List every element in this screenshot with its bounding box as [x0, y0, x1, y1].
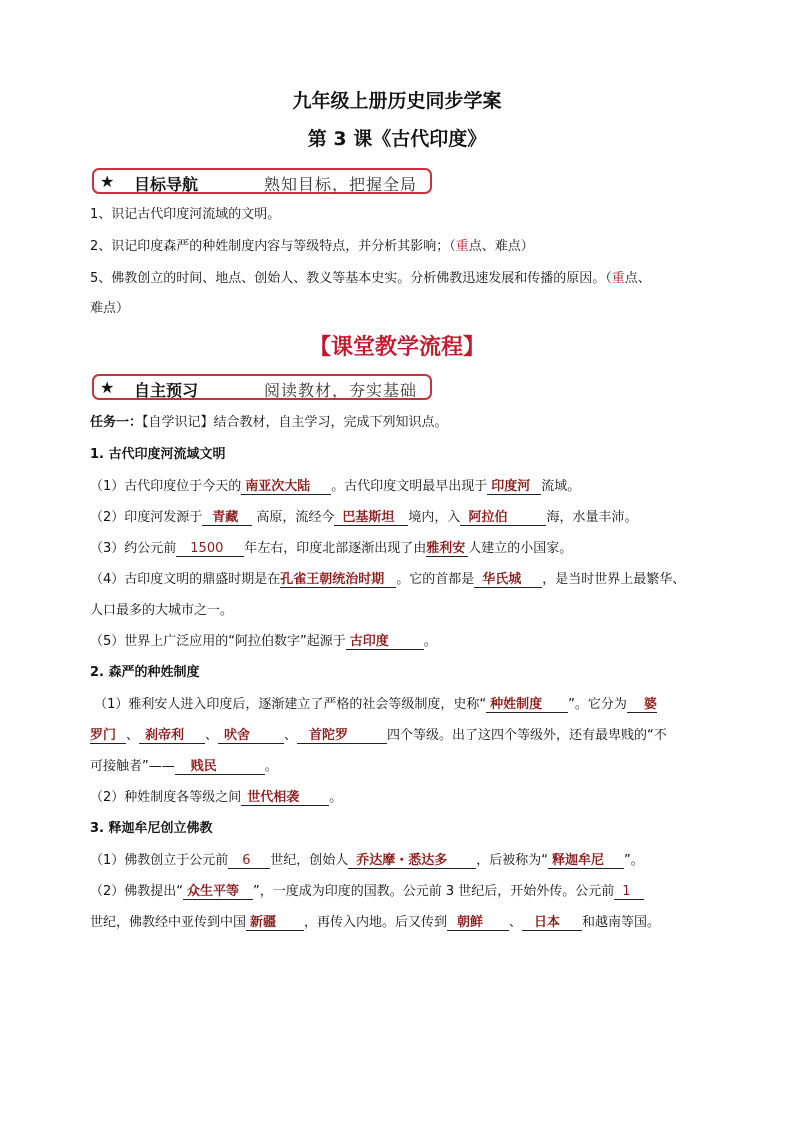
answer-blank: 孔雀王朝统治时期: [280, 572, 396, 588]
preview-banner-slogan: 阅读教材，夯实基础: [264, 381, 418, 400]
answer-blank: 世代相袭: [241, 790, 329, 806]
answer-blank: 刹帝利: [139, 728, 205, 744]
answer-blank: 日本: [522, 915, 582, 931]
answer-blank: 1: [614, 884, 644, 900]
item-3-2-wrap: 世纪，佛教经中亚传到中国 新疆 ，再传入内地。后又传到 朝鲜 、 日本 和越南等国。: [90, 915, 661, 930]
answer-blank: 婆: [627, 697, 657, 713]
section-heading: 3. 释迦牟尼创立佛教: [90, 821, 213, 836]
item-1-2: （2）印度河发源于 青藏 高原，流经今 巴基斯坦 境内，入 阿拉伯 海，水量丰沛。: [90, 510, 638, 525]
answer-blank: 种姓制度: [486, 697, 568, 713]
answer-blank: 众生平等: [183, 884, 253, 900]
preview-banner: [92, 374, 432, 400]
lesson-title: 第 3 课《古代印度》: [307, 128, 487, 150]
document-title: 九年级上册历史同步学案: [292, 90, 502, 112]
answer-blank: 6: [228, 853, 270, 869]
answer-blank: 古印度: [346, 634, 424, 650]
answer-blank: 1500: [176, 541, 244, 557]
goal-5-wrap: 难点）: [90, 301, 130, 316]
item-1-4: （4）古印度文明的鼎盛时期是在孔雀王朝统治时期 。它的首都是 华氏城 ，是当时世界上最繁华、: [90, 572, 686, 587]
goal-5: 5、佛教创立的时间、地点、创始人、教义等基本史实。分析佛教迅速发展和传播的原因。（重点、: [90, 271, 651, 286]
answer-blank: 首陀罗: [297, 728, 387, 744]
task-line: 任务一：【自学识记】结合教材，自主学习，完成下列知识点。: [90, 415, 448, 430]
answer-blank: 阿拉伯: [460, 510, 546, 526]
answer-blank: 南亚次大陆: [241, 479, 331, 495]
answer-blank: 青藏: [202, 510, 252, 526]
answer-blank: 吠舍: [218, 728, 284, 744]
goal-2: 2、识记印度森严的种姓制度内容与等级特点，并分析其影响；（重点、难点）: [90, 239, 534, 254]
item-2-1: （1）雅利安人进入印度后，逐渐建立了严格的社会等级制度，史称“ 种姓制度 ”。它分为 婆: [94, 697, 657, 712]
answer-blank: 释迦牟尼: [548, 853, 624, 869]
item-1-3: （3）约公元前 1500 年左右，印度北部逐渐出现了由雅利安 人建立的小国家。: [90, 541, 573, 556]
item-3-2: （2）佛教提出“ 众生平等 ”，一度成为印度的国教。公元前 3 世纪后，开始外传。公元前 1: [90, 883, 644, 901]
item-1-1: （1）古代印度位于今天的 南亚次大陆 。古代印度文明最早出现于 印度河 流域。: [90, 479, 581, 494]
answer-blank: 贱民: [175, 759, 265, 775]
item-2-1-wrap: 罗门 、 刹帝利 、 吠舍 、 首陀罗 四个等级。出了这四个等级外，还有最卑贱的“不: [90, 728, 667, 743]
item-3-1: （1）佛教创立于公元前 6 世纪，创始人 乔达摩・悉达多 ，后被称为“ 释迦牟尼 ”。: [90, 853, 644, 868]
answer-blank: 乔达摩・悉达多: [348, 853, 476, 869]
answer-blank: 新疆: [246, 915, 304, 931]
star-icon: ★: [100, 172, 115, 191]
section-heading: 2. 森严的种姓制度: [90, 665, 200, 680]
flow-title: 【课堂教学流程】: [308, 334, 485, 360]
section-heading: 1. 古代印度河流域文明: [90, 447, 226, 462]
goals-banner-slogan: 熟知目标，把握全局: [264, 175, 418, 194]
goals-banner-label: 目标导航: [134, 175, 199, 194]
key-point-mark: 重: [611, 271, 625, 286]
item-2-1-wrap2: 可接触者”—— 贱民 。: [90, 759, 278, 774]
goal-1: 1、识记古代印度河流域的文明。: [90, 207, 281, 222]
answer-blank: 华氏城: [474, 572, 542, 588]
answer-blank: 雅利安: [426, 541, 468, 557]
goals-banner: [92, 168, 432, 194]
preview-banner-label: 自主预习: [134, 381, 199, 400]
answer-blank: 巴基斯坦: [334, 510, 408, 526]
answer-blank: 朝鲜: [447, 915, 509, 931]
item-2-2: （2）种姓制度各等级之间 世代相袭 。: [90, 790, 343, 805]
star-icon: ★: [100, 378, 115, 397]
key-point-mark: 重: [455, 239, 469, 254]
item-1-4-wrap: 人口最多的大城市之一。: [90, 603, 234, 618]
answer-blank: 印度河: [487, 479, 541, 495]
item-1-5: （5）世界上广泛应用的“阿拉伯数字”起源于 古印度 。: [90, 634, 437, 649]
answer-blank: 罗门: [90, 728, 126, 744]
